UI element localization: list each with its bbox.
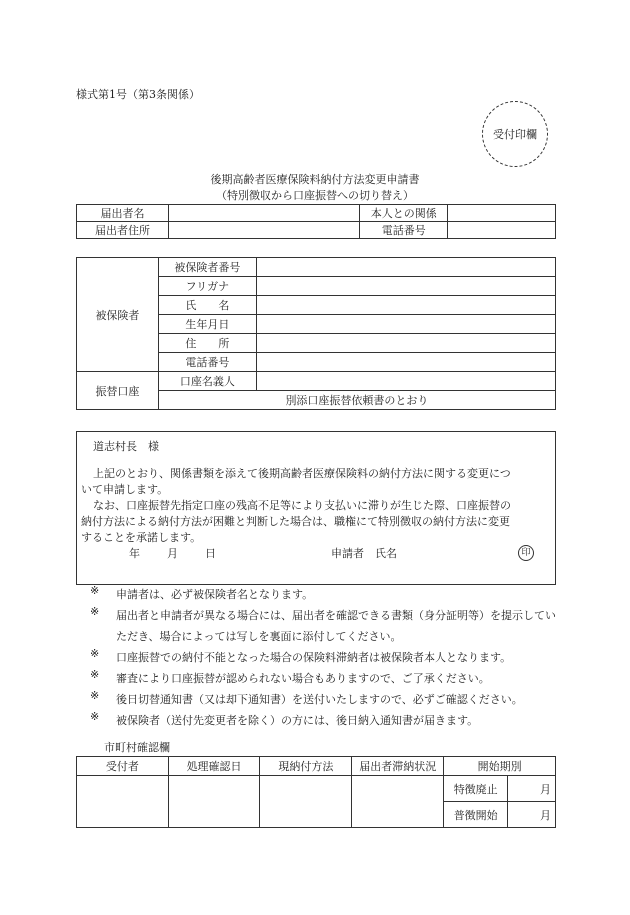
- office-arrears-field[interactable]: [352, 776, 444, 828]
- insured-table: [76, 257, 556, 410]
- note-mark: ※: [90, 689, 100, 702]
- document-subtitle: （特別徴収から口座振替への切り替え）: [216, 189, 414, 202]
- note-mark: ※: [90, 605, 100, 618]
- applicant-phone-field[interactable]: [448, 222, 556, 239]
- reception-stamp-area: [482, 101, 548, 167]
- declaration-line-1: 上記のとおり、関係書類を添えて後期高齢者医療保険料の納付方法に関する変更につ: [93, 467, 511, 480]
- note-text: 被保険者（送付先変更者を除く）の方には、後日納入通知書が届きます。: [116, 714, 479, 727]
- addressee: 道志村長 様: [93, 440, 159, 453]
- note-mark: ※: [90, 668, 100, 681]
- applicant-address-label: 届出者住所: [77, 222, 169, 239]
- note-text: 申請者は、必ず被保険者名となります。: [116, 588, 314, 601]
- insured-name-field[interactable]: [256, 296, 555, 315]
- account-holder-label: 口座名義人: [158, 372, 256, 391]
- office-col-confirm-date: 処理確認日: [168, 757, 260, 776]
- office-col-arrears: 届出者滞納状況: [352, 757, 444, 776]
- note-mark: ※: [90, 584, 100, 597]
- insured-number-label: 被保険者番号: [158, 258, 256, 277]
- note-mark: ※: [90, 647, 100, 660]
- insured-phone-label: 電話番号: [158, 353, 256, 372]
- furigana-field[interactable]: [256, 277, 555, 296]
- note-text: 届出者と申請者が異なる場合には、届出者を確認できる書類（身分証明等）を提示していただき、場合によっては写しを裏面に添付してください。: [116, 609, 556, 643]
- insured-group-label: 被保険者: [77, 258, 159, 372]
- birth-date-field[interactable]: [256, 315, 555, 334]
- declaration-line-3: なお、口座振替先指定口座の残高不足等により支払いに滞りが生じた際、口座振替の: [93, 499, 511, 512]
- ordinary-collection-start-month[interactable]: 月: [508, 802, 556, 828]
- stamp-label: 受付印欄: [493, 128, 537, 141]
- note-text: 後日切替通知書（又は却下通知書）を送付いたしますので、必ずご確認ください。: [116, 693, 523, 706]
- office-confirm-date-field[interactable]: [168, 776, 260, 828]
- office-col-start-period: 開始期別: [444, 757, 556, 776]
- declaration-box: [76, 431, 556, 585]
- insured-name-label: 氏 名: [158, 296, 256, 315]
- birth-date-label: 生年月日: [158, 315, 256, 334]
- document-title: 後期高齢者医療保険料納付方法変更申請書: [210, 173, 420, 186]
- insured-phone-field[interactable]: [256, 353, 555, 372]
- account-note: 別添口座振替依頼書のとおり: [158, 391, 555, 410]
- date-year-label: 年: [129, 547, 140, 560]
- notes-list: [90, 584, 570, 727]
- office-col-current-method: 現納付方法: [260, 757, 352, 776]
- furigana-label: フリガナ: [158, 277, 256, 296]
- note-mark: ※: [90, 710, 100, 723]
- note-text: 口座振替での納付不能となった場合の保険料滞納者は被保険者本人となります。: [116, 651, 512, 664]
- account-group-label: 振替口座: [77, 372, 159, 410]
- relation-field[interactable]: [448, 205, 556, 222]
- declaration-line-4: 納付方法による納付方法が困難と判断した場合は、職権にて特別徴収の納付方法に変更: [81, 515, 510, 528]
- date-day-label: 日: [205, 547, 216, 560]
- date-month-label: 月: [167, 547, 178, 560]
- insured-number-field[interactable]: [256, 258, 555, 277]
- declaration-line-5: することを承諾します。: [81, 531, 202, 544]
- note-text: 審査により口座振替が認められない場合もありますので、ご了承ください。: [116, 672, 490, 685]
- office-table: [76, 756, 556, 828]
- applicant-signature-label: 申請者 氏名: [331, 547, 397, 560]
- office-receiver-field[interactable]: [77, 776, 169, 828]
- office-col-receiver: 受付者: [77, 757, 169, 776]
- applicant-phone-label: 電話番号: [360, 222, 448, 239]
- insured-address-field[interactable]: [256, 334, 555, 353]
- applicant-name-field[interactable]: [168, 205, 359, 222]
- office-section-title: 市町村確認欄: [104, 741, 170, 754]
- relation-label: 本人との関係: [360, 205, 448, 222]
- applicant-table: [76, 204, 556, 239]
- seal-mark: [518, 545, 534, 561]
- form-number: 様式第1号（第3条関係）: [76, 88, 200, 101]
- ordinary-collection-start-label: 普徴開始: [444, 802, 508, 828]
- special-collection-stop-month[interactable]: 月: [508, 776, 556, 802]
- applicant-name-label: 届出者名: [77, 205, 169, 222]
- seal-label: 印: [521, 548, 531, 558]
- account-holder-field[interactable]: [256, 372, 555, 391]
- declaration-line-2: いて申請します。: [81, 483, 169, 496]
- insured-address-label: 住 所: [158, 334, 256, 353]
- office-current-method-field[interactable]: [260, 776, 352, 828]
- special-collection-stop-label: 特徴廃止: [444, 776, 508, 802]
- applicant-address-field[interactable]: [168, 222, 359, 239]
